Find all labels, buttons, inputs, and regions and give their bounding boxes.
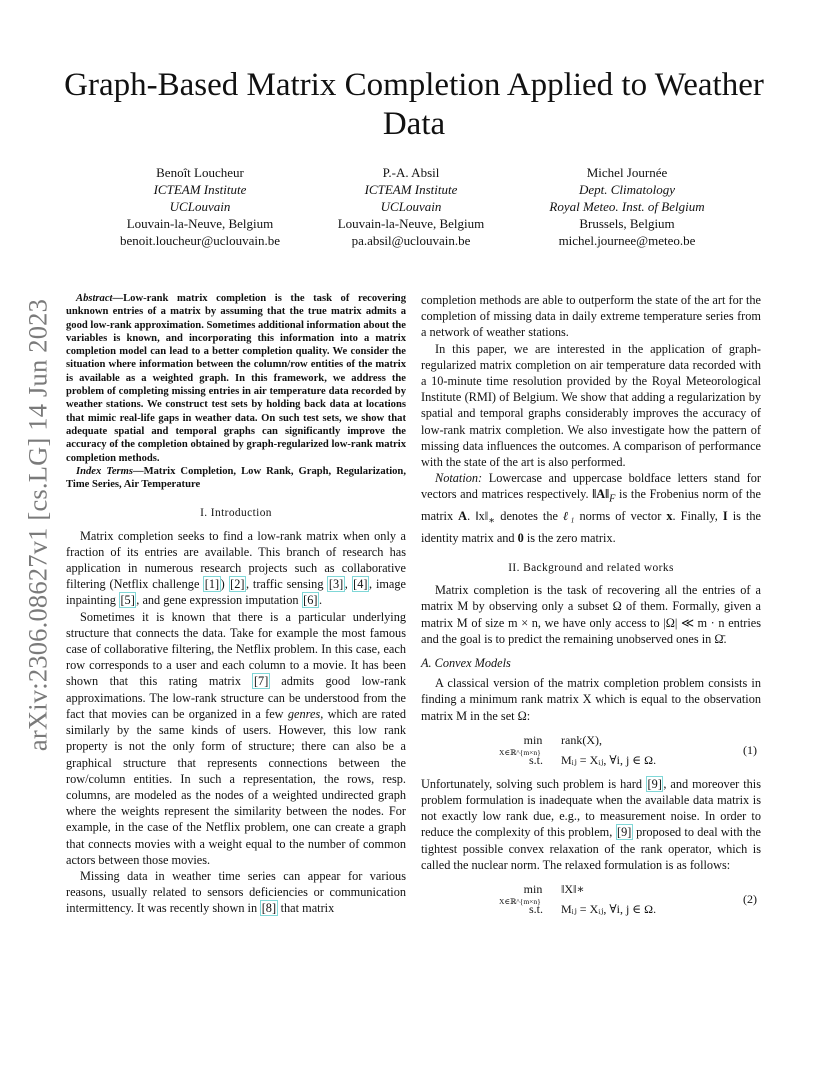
equation-constraint: Mᵢⱼ = Xᵢⱼ, ∀i, j ∈ Ω.	[561, 902, 657, 916]
equation-number: (2)	[743, 892, 757, 906]
intro-paragraph-2: Sometimes it is known that there is a particular underlying structure that connects the data. Take for example the most famous case of collaborative filtering, the Netflix problem. In this case, each row corresponds to a user and each column to a movie. It has been shown that this rating matrix [7] admits good low-rank approximations. The low-rank structure can be understood from the fact that movies can be organized in a few genres, which are rated similarly by the same kinds of users. However, this low rank property is not the only form of structure; there can also be a graphical structure that represents connections between the row/column entities. In such a representation, the rows, resp. columns, are modeled as the nodes of a weighted undirected graph where the weights represent the similarity between the nodes. For example, in the case of the Netflix problem, one can create a graph that connects movies with a weight equal to the number of common actors between those movies.	[66, 609, 406, 867]
equation-st: s.t.	[529, 752, 544, 767]
author-name: P.-A. Absil	[382, 165, 440, 180]
intro-paragraph-3: Missing data in weather time series can appear for various reasons, usually related to sensors deficiencies or communication intermittency. It was recently shown in [8] that matrix	[66, 868, 406, 916]
equation-constraint: Mᵢⱼ = Xᵢⱼ, ∀i, j ∈ Ω.	[561, 752, 657, 767]
right-paragraph-2: In this paper, we are interested in the application of graph-regularized matrix completion on air temperature data recorded with a 10-minute time resolution provided by the Royal Meteorological Institute (RMI) of Belgium. We show that adding a regularization by spatial and temporal graphs considerably improves the accuracy of low-rank matrix completion. We also investigate how the pattern of missing data influences the outcomes. A comparison of performance with the state of the art is also performed.	[421, 341, 761, 470]
subsection-heading-convex-models: A. Convex Models	[421, 655, 511, 670]
equation-subscript: X∈ℝ^{m×n}	[499, 897, 541, 906]
citation-link[interactable]: [6]	[303, 593, 318, 608]
author-institute-2: UCLouvain	[380, 199, 442, 214]
author-name: Benoît Loucheur	[156, 165, 244, 180]
citation-link[interactable]: [4]	[353, 577, 368, 592]
author-city: Brussels, Belgium	[579, 216, 675, 231]
index-terms-lead: Index Terms	[76, 465, 134, 477]
abstract	[66, 292, 406, 465]
left-column	[66, 292, 406, 917]
equation-2	[421, 879, 761, 919]
section-heading-introduction: I. Introduction	[200, 507, 272, 520]
equation-subscript: X∈ℝ^{m×n}	[499, 747, 541, 757]
author-email[interactable]: michel.journee@meteo.be	[558, 233, 696, 248]
author-institute-2: UCLouvain	[169, 199, 231, 214]
author-block-2	[296, 164, 526, 249]
author-city: Louvain-la-Neuve, Belgium	[126, 216, 274, 231]
citation-link[interactable]: [9]	[647, 776, 662, 791]
citation-link[interactable]: [5]	[120, 593, 135, 608]
index-terms	[66, 465, 406, 492]
author-email[interactable]: pa.absil@uclouvain.be	[351, 233, 471, 248]
abstract-text: —Low-rank matrix completion is the task of recovering unknown entries of a matrix by assuming that the true matrix admits a good low-rank approximation. Sometimes additional information about the variables is known, and incorporating this information into a matrix completion model can lead to a better completion quality. We consider the situation where information between the column/row entities of the matrix is available as a weighted graph. In this framework, we address the problem of completing missing entries in air temperature data recorded by weather stations. We construct test sets by holding back data at locations that mimic real-life gaps in weather data. On such test sets, we show that adequate spatial and temporal graphs can significantly improve the accuracy of the completion obtained by graph-regularized low-rank matrix completion methods.	[66, 293, 407, 464]
author-block-1	[85, 164, 315, 249]
author-city: Louvain-la-Neuve, Belgium	[337, 216, 485, 231]
equation-number: (1)	[743, 742, 757, 757]
equation-min: min	[523, 732, 543, 747]
citation-link[interactable]: [7]	[253, 674, 269, 689]
citation-link[interactable]: [2]	[230, 577, 245, 592]
author-block-3	[512, 164, 742, 249]
convex-paragraph-1: A classical version of the matrix completion problem consists in finding a minimum rank matrix X which is equal to the observation matrix M in the set Ω:	[421, 676, 761, 723]
index-terms-text: —Matrix Completion, Low Rank, Graph, Regularization, Time Series, Air Temperature	[66, 465, 406, 491]
author-institute-2: Royal Meteo. Inst. of Belgium	[549, 199, 705, 214]
equation-objective: rank(X),	[561, 732, 602, 747]
author-name: Michel Journée	[586, 165, 668, 180]
section-heading-background: II. Background and related works	[508, 561, 674, 574]
paper-title: Graph-Based Matrix Completion Applied to Weather Data	[64, 67, 764, 142]
equation-objective: ‖X‖∗	[561, 882, 585, 896]
citation-link[interactable]: [1]	[204, 577, 220, 592]
arxiv-stamp	[24, 290, 52, 760]
citation-link[interactable]: [8]	[261, 901, 277, 916]
citation-link[interactable]: [9]	[617, 825, 632, 840]
citation-link[interactable]: [3]	[328, 577, 344, 592]
notation-paragraph: Notation: Lowercase and uppercase boldface letters stand for vectors and matrices respectively. $‖A‖_F$ is the Frobenius norm of the matrix A. $‖x‖_∗$ denotes the ℓ₁ norms of vector x. Finally, I is the identity matrix and 0 is the zero matrix.	[421, 471, 762, 545]
intro-paragraph-1: Matrix completion seeks to find a low-rank matrix when only a fraction of its entries are available. This branch of research has application in numerous research projects such as collaborative filtering (Netflix challenge [1] ) [2] , traffic sensing [3] , [4] , image inpainting [5] , and gene expression imputation [6] .	[66, 528, 406, 608]
convex-paragraph-2: Unfortunately, solving such problem is hard [9] , and moreover this problem formulation is inadequate when the available data matrix is not exactly low rank due, e.g., to measurement noise. In order to reduce the complexity of this problem, [9] proposed to deal with the tightest possible convex relaxation of the rank operator, which is called the nuclear norm. The relaxed formulation is as follows:	[421, 776, 762, 872]
background-paragraph-1: Matrix completion is the task of recovering all the entries of a matrix M by observing only a subset Ω of them. Formally, given a matrix M of size m × n, we have only access to |Ω| ≪ m · n entries and the goal is to predict the remaining unobserved ones in Ω̄.	[421, 583, 761, 646]
right-column	[421, 292, 761, 925]
equation-st: s.t.	[529, 902, 544, 916]
author-institute: Dept. Climatology	[578, 182, 676, 197]
author-institute: ICTEAM Institute	[364, 182, 458, 197]
equation-min: min	[523, 882, 543, 896]
right-paragraph-1: completion methods are able to outperform the state of the art for the completion of missing data in daily extreme temperature series from a network of weather stations.	[421, 293, 761, 340]
author-email[interactable]: benoit.loucheur@uclouvain.be	[120, 233, 280, 248]
arxiv-identifier: arXiv:2306.08627v1 [cs.LG] 14 Jun 2023	[22, 298, 53, 752]
equation-1	[421, 730, 761, 770]
author-institute: ICTEAM Institute	[153, 182, 247, 197]
abstract-lead: Abstract	[76, 293, 113, 304]
